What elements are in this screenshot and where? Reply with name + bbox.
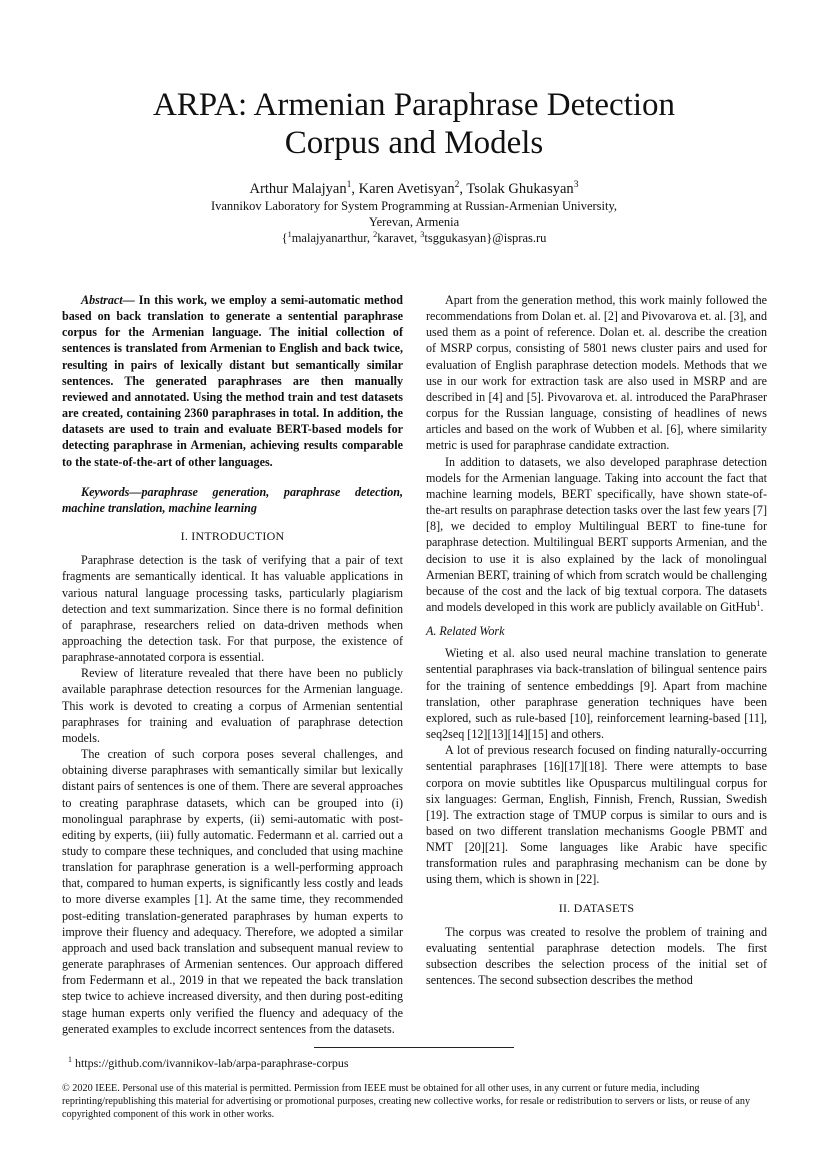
copyright-notice: © 2020 IEEE. Personal use of this material is permitted. Permission from IEEE must be obtained for all other uses, in any current or future media, including reprinting/republishing this material for advertising or promotional purposes, creating new collective works, for resale or redistribution to servers or lists, or reuse of any copyrighted component of this work in other works.	[62, 1083, 751, 1120]
paper-title	[0, 86, 828, 162]
author-2-mark: 2	[454, 179, 460, 191]
keywords-lead: Keywords	[81, 484, 130, 499]
right-paragraph-1: Apart from the generation method, this work mainly followed the recommendations from Dolan et. al. [2] and Pivovarova et. al. [3], and used them as a point of reference. Dolan et. al. describe the creation of MSRP corpus, consisting of 5801 news cluster pairs and used for evaluation of English paraphrase detection models. Methods that we use in our work for extraction task are also used in MSRP and are described in [4] and [5]. Pivovarova et. al. introduced the ParaPhraser corpus for the Russian language, consisting of headlines of news articles and based on the work of Wubben et al. [6], where similarity metric is used for paraphrase candidate extraction.	[426, 293, 767, 453]
author-1: Arthur Malajyan	[249, 181, 347, 197]
subsection-heading-related-work: A. Related Work	[426, 624, 505, 639]
intro-paragraph-2: Review of literature revealed that there have been no publicly available paraphrase detection resources for the Armenian language. This work is devoted to creating a corpus of Armenian sentential paraphrases for training and evaluation of paraphrase detection models.	[62, 666, 403, 745]
keywords-text: —paraphrase generation, paraphrase detection, machine translation, machine learning	[62, 484, 403, 515]
abstract	[62, 292, 403, 470]
right-paragraph-2	[426, 454, 767, 616]
footnote-ref: 1	[756, 598, 761, 608]
email-mark-2: 2	[373, 229, 378, 239]
abstract-lead: Abstract	[81, 293, 123, 307]
email-2: karavet,	[377, 231, 421, 245]
author-2: Karen Avetisyan	[358, 181, 455, 197]
author-separator: ,	[459, 181, 467, 197]
email-3: tsggukasyan}@ispras.ru	[424, 231, 547, 245]
right-paragraph-2-text: In addition to datasets, we also developed paraphrase detection models for the Armenian language. Taking into account the fact that machine learning models, BERT specifically, have shown state-of-the-art results on paraphrase detection tasks over the last few years [7][8], we decided to employ Multilingual BERT to fine-tune for paraphrase detection. Multilingual BERT supports Armenian, and the decision to use it is also explained by the lack of monolingual Armenian BERT, training of which from scratch would be challenging because of the cost and the lack of big textual corpora. The datasets and models developed in this work are publicly available on GitHub	[426, 454, 767, 614]
email-mark-3: 3	[420, 229, 425, 239]
intro-paragraph-3: The creation of such corpora poses several challenges, and obtaining diverse paraphrases with semantically similar but lexically distant pairs of sentences is one of them. There are several approaches to creating paraphrase datasets, which can be grouped into (i) monolingual paraphrase by experts, (ii) semi-automatic with post-editing by experts, (iii) fully automatic. Federmann et al. carried out a study to compare these techniques, and concluded that using machine translation for paraphrase generation is a well-performing approach that, compared to human experts, is significantly less costly and leads to more diverse examples [1]. At the same time, they recommended post-editing translation-generated paraphrases by human experts to improve their fluency and adequacy. Therefore, we adopted a similar approach and used back translation and subsequent manual review to generate paraphrases of Armenian sentences. Our approach differed from Federmann et al., 2019 in that we repeated the back translation step twice to achieve increased diversity, and then during post-editing stage human experts only verified the fluency and adequacy of the generated examples to exclude incorrect sentences from the datasets.	[62, 747, 403, 1036]
affiliation	[0, 198, 828, 246]
datasets-paragraph-1: The corpus was created to resolve the problem of training and evaluating sentential paraphrase detection models. The first subsection describes the selection process of the initial set of sentences. The second subsection describes the method	[426, 924, 767, 988]
author-3-mark: 3	[573, 179, 579, 191]
footnote-url: https://github.com/ivannikov-lab/arpa-paraphrase-corpus	[71, 1056, 349, 1070]
title-line-2: Corpus and Models	[284, 125, 544, 161]
author-separator: ,	[351, 181, 359, 197]
right-paragraph-2-end: .	[760, 599, 764, 614]
footnote	[68, 1056, 349, 1071]
affiliation-line-2: Yerevan, Armenia	[368, 215, 460, 229]
footnote-rule	[314, 1047, 514, 1048]
abstract-text: — In this work, we employ a semi-automatic method based on back translation to generate a sentential paraphrase corpus for the Armenian language. The initial collection of sentences is translated from Armenian to English and back twice, resulting in pairs of lexically distant but semantically similar sentences. The generated paraphrases are then manually reviewed and annotated. Using the method train and test datasets are created, containing 2360 paraphrases in total. In addition, the datasets are used to train and evaluate BERT-based models for detecting paraphrase in Armenian, achieving results comparable to the state-of-the-art of other languages.	[62, 293, 403, 469]
right-column	[426, 292, 767, 988]
author-emails	[0, 230, 828, 246]
title-line-1: ARPA: Armenian Paraphrase Detection	[152, 87, 676, 123]
author-1-mark: 1	[346, 179, 352, 191]
footnote-mark: 1	[68, 1055, 72, 1064]
related-paragraph-1: Wieting et al. also used neural machine translation to generate sentential paraphrases via back-translation of bilingual sentence pairs for the training of sentence embeddings [9]. Apart from machine translation, other paraphrase generation techniques have been explored, such as rule-based [10], reinforcement learning-based [11], seq2seq [12][13][14][15] and others.	[426, 646, 767, 742]
keywords	[62, 484, 403, 516]
author-list	[0, 180, 828, 198]
email-mark-1: 1	[287, 229, 292, 239]
related-paragraph-2: A lot of previous research focused on finding naturally-occurring sentential paraphrases [16][17][18]. There were attempts to base corpora on movie subtitles like Opusparcus multilingual corpus for six languages: German, English, Finnish, French, Russian, Swedish [19]. The extraction stage of TMUP corpus is similar to ours and is based on two different translation mechanisms Google PBMT and NMT [20][21]. Some languages like Arabic have specific transformation rules and paraphrasing mechanism can be done by using them, which is shown in [22].	[426, 743, 767, 887]
affiliation-line-1: Ivannikov Laboratory for System Programming at Russian-Armenian University,	[210, 199, 618, 213]
section-heading-introduction: I. INTRODUCTION	[180, 529, 285, 544]
email-brace: {	[281, 231, 288, 245]
left-column	[62, 292, 403, 1037]
section-heading-datasets: II. DATASETS	[558, 900, 635, 915]
email-1: malajyanarthur,	[291, 231, 374, 245]
intro-paragraph-1: Paraphrase detection is the task of verifying that a pair of text fragments are semantically identical. It has valuable applications in various natural language processing tasks, particularly plagiarism detection and text summarization. Since there is no formal definition of paraphrase, researchers relied on data-driven methods when approaching the detection task. For that purpose, the existence of paraphrase-annotated corpora is essential.	[62, 553, 403, 665]
author-3: Tsolak Ghukasyan	[466, 181, 574, 197]
